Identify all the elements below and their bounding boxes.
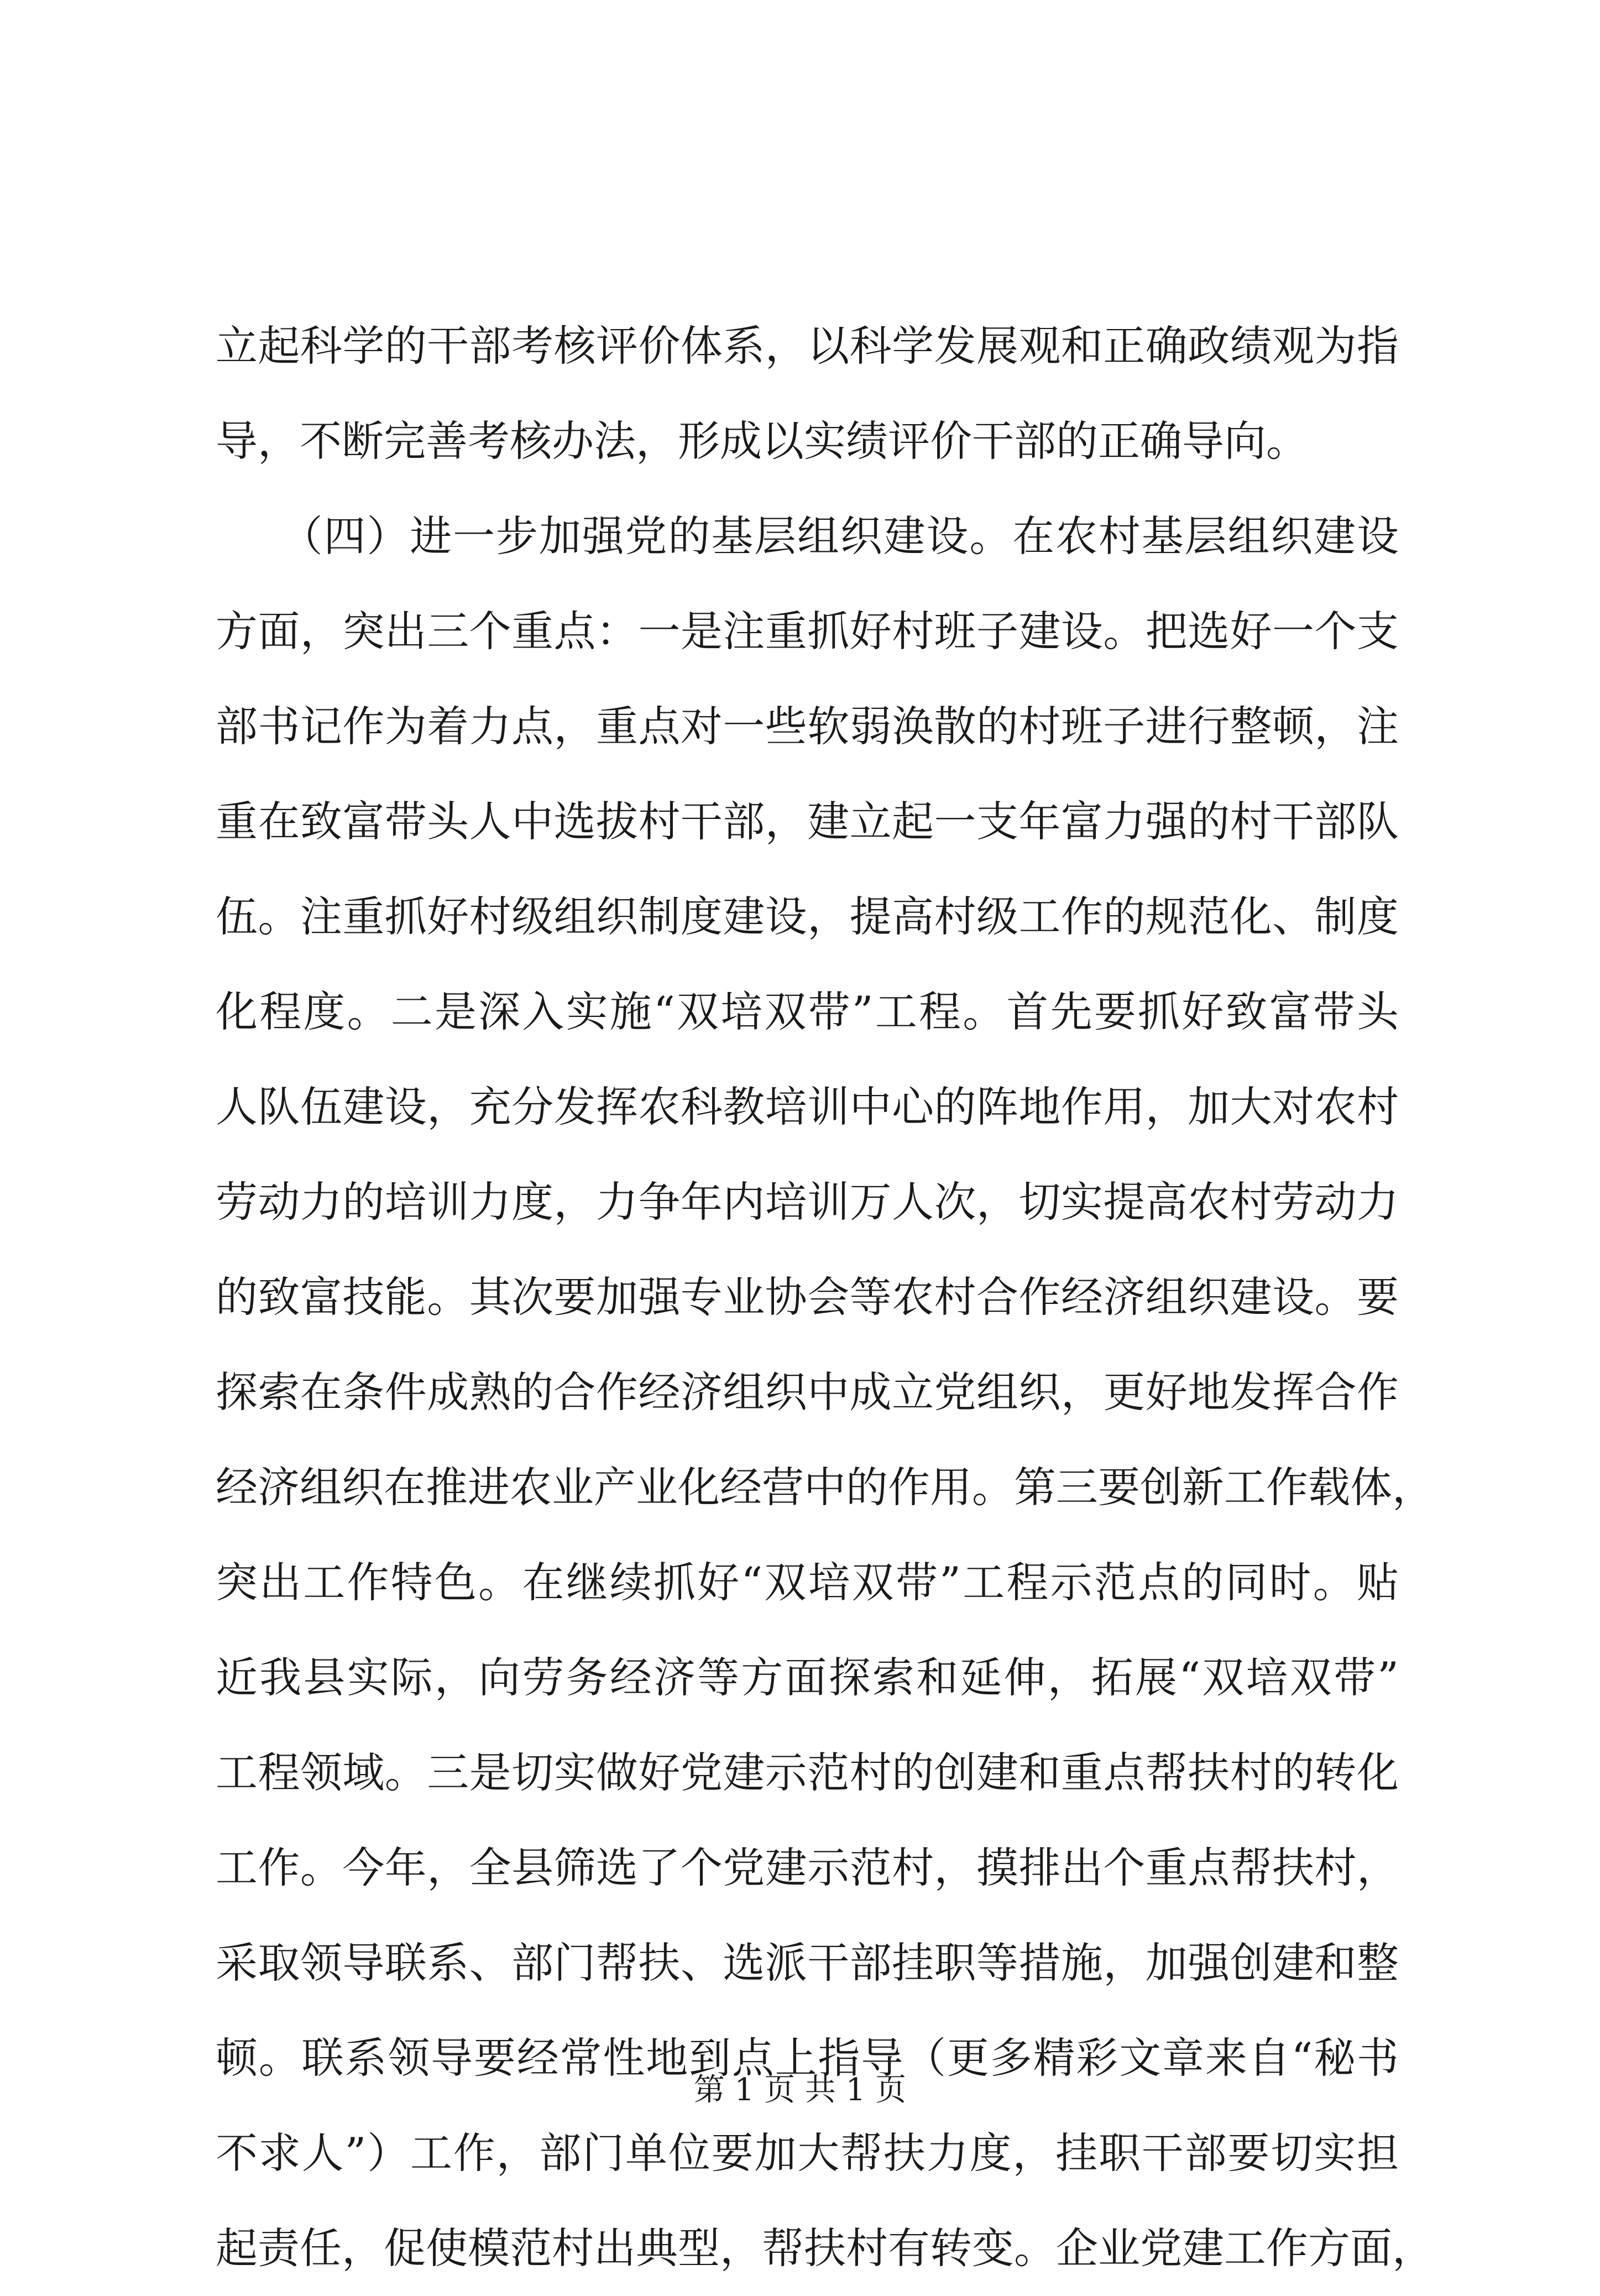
text-line: 方面，突出三个重点：一是注重抓好村班子建设。把选好一个支 — [216, 607, 1399, 656]
text-line: 伍。注重抓好村级组织制度建设，提高村级工作的规范化、制度 — [216, 892, 1399, 941]
text-line: 顿。联系领导要经常性地到点上指导（更多精彩文章来自“秘书 — [216, 2033, 1399, 2083]
text-line: 立起科学的干部考核评价体系，以科学发展观和正确政绩观为指 — [216, 321, 1399, 371]
text-line: 经济组织在推进农业产业化经营中的作用。第三要创新工作载体， — [216, 1463, 1434, 1512]
text-line: 采取领导联系、部门帮扶、选派干部挂职等措施，加强创建和整 — [216, 1938, 1399, 1987]
text-line: 探索在条件成熟的合作经济组织中成立党组织，更好地发挥合作 — [216, 1368, 1399, 1417]
text-line: （四）进一步加强党的基层组织建设。在农村基层组织建设 — [216, 512, 1399, 561]
text-line: 近我县实际，向劳务经济等方面探索和延伸，拓展“双培双带” — [216, 1653, 1399, 1702]
text-line: 劳动力的培训力度，力争年内培训万人次，切实提高农村劳动力 — [216, 1177, 1399, 1227]
text-line: 导，不断完善考核办法，形成以实绩评价干部的正确导向。 — [216, 416, 1308, 466]
text-line: 工程领域。三是切实做好党建示范村的创建和重点帮扶村的转化 — [216, 1748, 1399, 1797]
text-line: 人队伍建设，充分发挥农科教培训中心的阵地作用，加大对农村 — [216, 1082, 1399, 1131]
body-text — [216, 299, 1434, 2296]
page-number-footer: 第 1 页 共 1 页 — [693, 2072, 907, 2108]
text-line: 不求人”）工作，部门单位要加大帮扶力度，挂职干部要切实担 — [216, 2128, 1399, 2178]
text-line: 的致富技能。其次要加强专业协会等农村合作经济组织建设。要 — [216, 1272, 1399, 1322]
text-line: 突出工作特色。在继续抓好“双培双带”工程示范点的同时。贴 — [216, 1558, 1399, 1607]
text-line: 化程度。二是深入实施“双培双带”工程。首先要抓好致富带头 — [216, 987, 1399, 1036]
text-line: 重在致富带头人中选拔村干部，建立起一支年富力强的村干部队 — [216, 797, 1399, 846]
text-line: 起责任，促使模范村出典型，帮扶村有转变。企业党建工作方面， — [216, 2224, 1434, 2273]
text-line: 部书记作为着力点，重点对一些软弱涣散的村班子进行整顿，注 — [216, 702, 1399, 751]
text-line: 工作。今年，全县筛选了个党建示范村，摸排出个重点帮扶村， — [216, 1843, 1399, 1892]
